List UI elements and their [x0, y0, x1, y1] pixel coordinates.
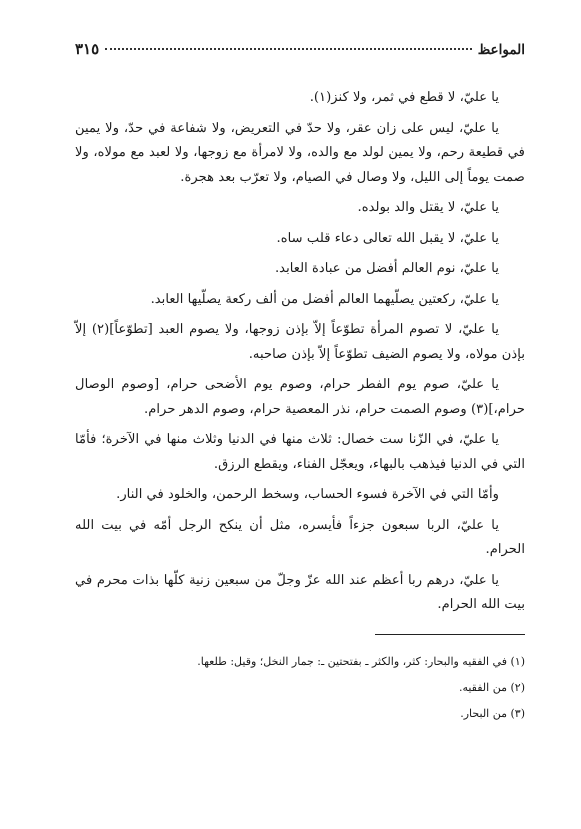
paragraph: يا عليّ، ليس على زان عقر، ولا حدّ في التعريض، ولا شفاعة في حدّ، ولا يمين في قطيعة رحم، ولا يمين لولد مع والده، ولا لامرأة مع زوجها، ولا لعبد مع مولاه، ولا صمت يوماً إلى الليل، ولا وصال في الصيام، ولا تعرّب بعد هجرة. [75, 120, 525, 185]
paragraph: يا عليّ، في الزّنا ست خصال: ثلاث منها في الدنيا وثلاث منها في الآخرة؛ فأمّا التي في الدنيا فيذهب بالبهاء، ويعجّل الفناء، ويقطع الرزق. [75, 432, 525, 472]
paragraph: يا عليّ، لا يقتل والد بولده. [357, 200, 499, 215]
running-header [75, 40, 525, 62]
page-body [75, 86, 525, 618]
paragraph: يا عليّ، درهم ربا أعظم عند الله عزّ وجلّ من سبعين زنية كلّها بذات محرم في بيت الله الحرام. [75, 572, 525, 612]
paragraph: وأمّا التي في الآخرة فسوء الحساب، وسخط الرحمن، والخلود في النار. [116, 487, 499, 502]
footnote-separator [375, 634, 525, 635]
footnote: (١) في الفقيه والبحار: كثر، والكثر ـ بفتحتين ـ: جمار النخل؛ وقيل: طلعها. [197, 654, 525, 668]
paragraph: يا عليّ، ركعتين يصلّيهما العالم أفضل من ألف ركعة يصلّيها العابد. [150, 291, 499, 307]
footnote: (٢) من الفقيه. [458, 680, 525, 694]
paragraph: يا عليّ، لا قطع في ثمر، ولا كنز(١). [309, 90, 499, 105]
footnote: (٣) من البحار. [460, 706, 525, 720]
header-dot-leader [105, 48, 472, 50]
chapter-title: المواعظ [477, 42, 525, 58]
paragraph: يا عليّ، الربا سبعون جزءاً فأيسره، مثل أن ينكح الرجل أمّه في بيت الله الحرام. [75, 517, 525, 557]
paragraph: يا عليّ، نوم العالم أفضل من عبادة العابد. [274, 261, 499, 276]
page-number: ٣١٥ [75, 40, 100, 58]
paragraph: يا عليّ، صوم يوم الفطر حرام، وصوم يوم الأضحى حرام، [وصوم الوصال حرام،](٣) وصوم الصمت حرام، نذر المعصية حرام، وصوم الدهر حرام. [75, 377, 525, 417]
paragraph: يا عليّ، لا يقبل الله تعالى دعاء قلب ساه. [276, 230, 499, 246]
paragraph: يا عليّ، لا تصوم المرأة تطوّعاً إلاّ بإذن زوجها، ولا يصوم العبد [تطوّعاً](٢) إلاّ بإذن مولاه، ولا يصوم الضيف تطوّعاً إلاّ بإذن صاحبه. [75, 322, 525, 362]
book-page [75, 40, 525, 727]
footnotes [75, 649, 525, 727]
